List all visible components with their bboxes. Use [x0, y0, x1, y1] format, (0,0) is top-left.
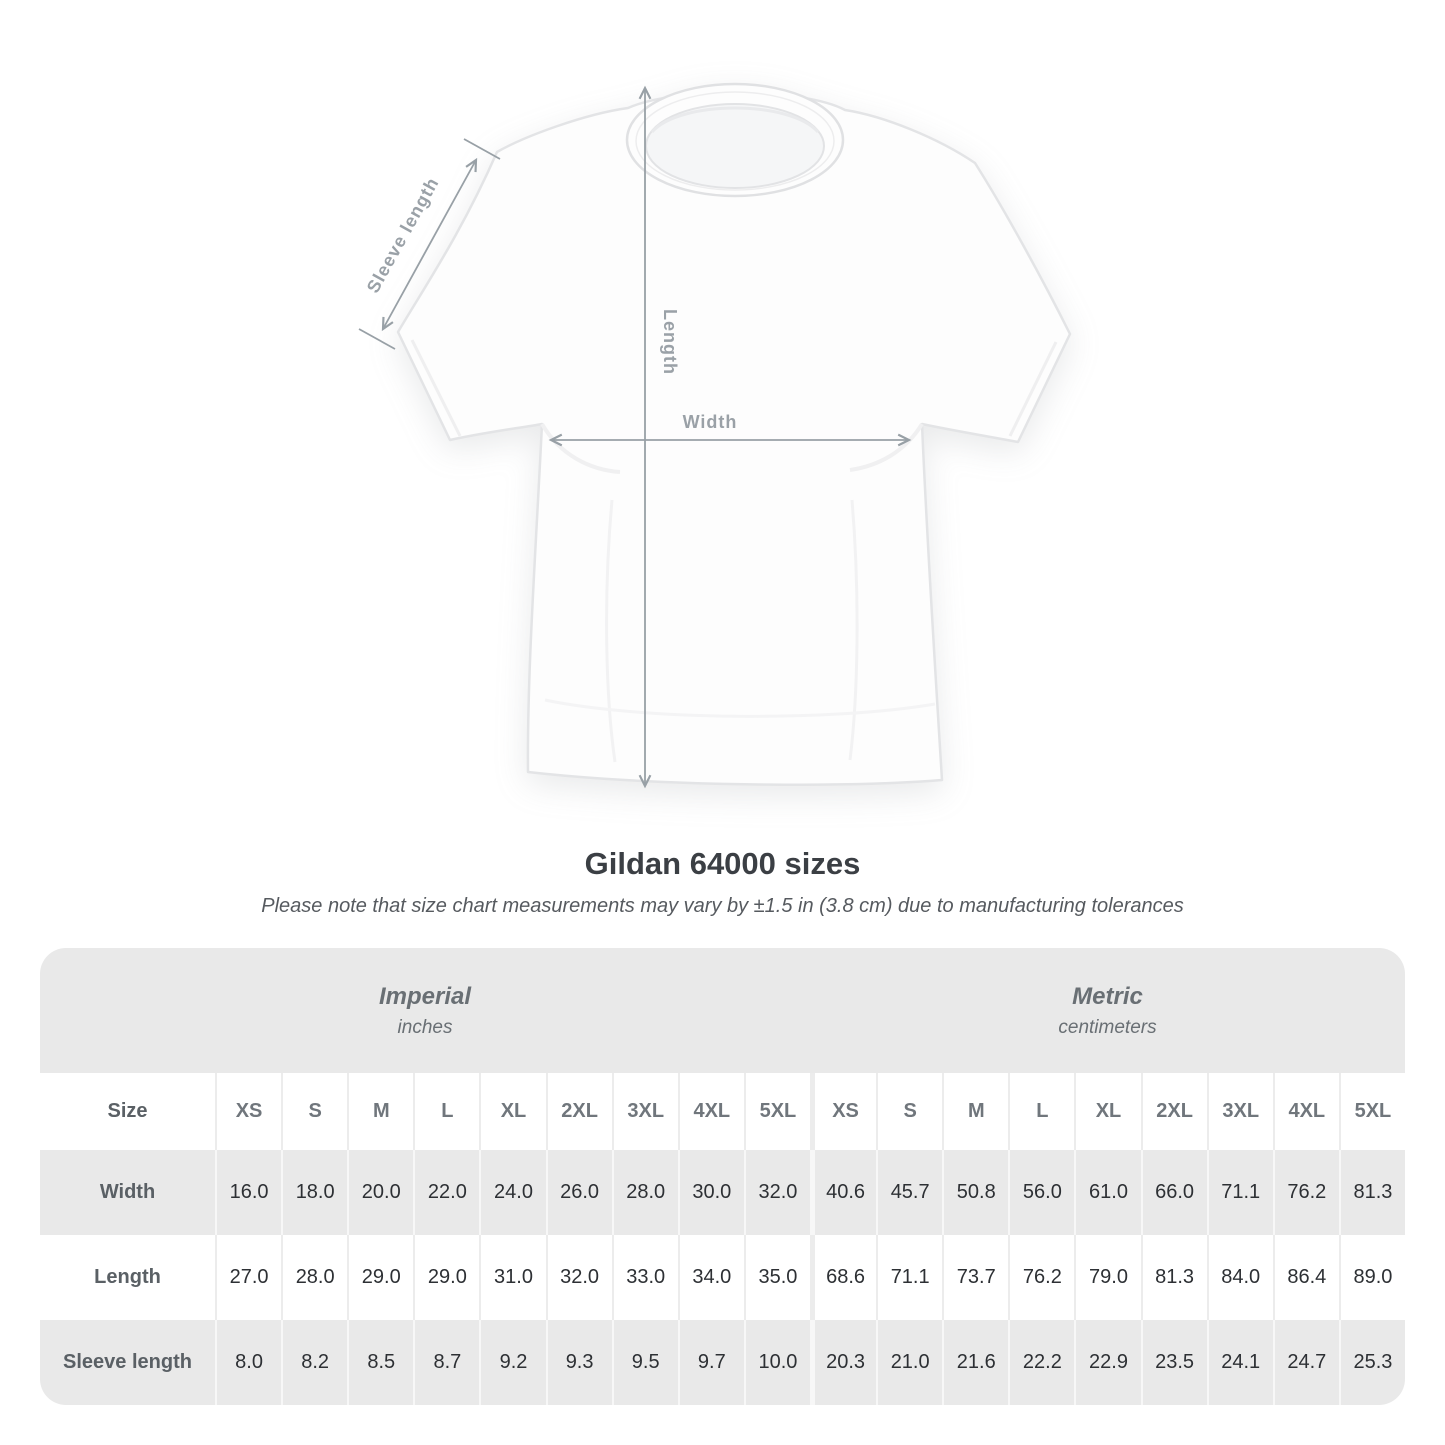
width-value: 22.0 — [413, 1150, 479, 1235]
length-value: 71.1 — [876, 1235, 942, 1320]
sleeve-cap-bottom — [359, 329, 395, 349]
imperial-header — [40, 948, 810, 1073]
width-value: 32.0 — [744, 1150, 810, 1235]
sleeve-value: 8.7 — [413, 1320, 479, 1405]
width-value: 28.0 — [612, 1150, 678, 1235]
width-value: 71.1 — [1207, 1150, 1273, 1235]
metric-name: Metric — [1072, 982, 1143, 1010]
width-value: 45.7 — [876, 1150, 942, 1235]
sleeve-value: 9.5 — [612, 1320, 678, 1405]
sleeve-value: 10.0 — [744, 1320, 810, 1405]
size-col-header: 5XL — [1339, 1073, 1405, 1150]
size-corner-label: Size — [40, 1073, 215, 1150]
size-col-header: 4XL — [1273, 1073, 1339, 1150]
length-value: 31.0 — [479, 1235, 545, 1320]
size-col-header: L — [1008, 1073, 1074, 1150]
length-value: 27.0 — [215, 1235, 281, 1320]
length-value: 79.0 — [1074, 1235, 1140, 1320]
width-value: 76.2 — [1273, 1150, 1339, 1235]
width-label: Width — [682, 412, 738, 432]
size-col-header: XL — [479, 1073, 545, 1150]
size-col-header: 2XL — [1141, 1073, 1207, 1150]
width-value: 81.3 — [1339, 1150, 1405, 1235]
size-col-header: S — [876, 1073, 942, 1150]
width-value: 56.0 — [1008, 1150, 1074, 1235]
length-row-label: Length — [40, 1235, 215, 1320]
width-value: 50.8 — [942, 1150, 1008, 1235]
sleeve-value: 23.5 — [1141, 1320, 1207, 1405]
sleeve-value: 8.0 — [215, 1320, 281, 1405]
width-row-label: Width — [40, 1150, 215, 1235]
sleeve-value: 21.6 — [942, 1320, 1008, 1405]
size-col-header: 4XL — [678, 1073, 744, 1150]
size-col-header: XS — [215, 1073, 281, 1150]
sleeve-cap-top — [464, 139, 500, 159]
sleeve-value: 21.0 — [876, 1320, 942, 1405]
page-title: Gildan 64000 sizes — [584, 846, 861, 881]
length-label: Length — [660, 309, 680, 375]
length-value: 28.0 — [281, 1235, 347, 1320]
sleeve-value: 20.3 — [810, 1320, 876, 1405]
length-value: 34.0 — [678, 1235, 744, 1320]
size-col-header: 5XL — [744, 1073, 810, 1150]
sleeve-value: 9.3 — [546, 1320, 612, 1405]
imperial-unit: inches — [397, 1016, 453, 1038]
tshirt-image — [398, 84, 1070, 785]
size-col-header: M — [347, 1073, 413, 1150]
size-col-header: L — [413, 1073, 479, 1150]
length-value: 89.0 — [1339, 1235, 1405, 1320]
length-value: 86.4 — [1273, 1235, 1339, 1320]
width-value: 40.6 — [810, 1150, 876, 1235]
length-value: 33.0 — [612, 1235, 678, 1320]
width-value: 30.0 — [678, 1150, 744, 1235]
length-value: 76.2 — [1008, 1235, 1074, 1320]
length-value: 29.0 — [413, 1235, 479, 1320]
metric-unit: centimeters — [1058, 1016, 1157, 1038]
width-value: 20.0 — [347, 1150, 413, 1235]
sleeve-row-label: Sleeve length — [40, 1320, 215, 1405]
size-table — [40, 948, 1405, 1405]
sleeve-value: 8.5 — [347, 1320, 413, 1405]
size-col-header: 2XL — [546, 1073, 612, 1150]
sleeve-value: 24.7 — [1273, 1320, 1339, 1405]
width-value: 18.0 — [281, 1150, 347, 1235]
size-col-header: M — [942, 1073, 1008, 1150]
length-value: 35.0 — [744, 1235, 810, 1320]
size-col-header: 3XL — [1207, 1073, 1273, 1150]
width-value: 61.0 — [1074, 1150, 1140, 1235]
size-col-header: 3XL — [612, 1073, 678, 1150]
sleeve-length-label: Sleeve length — [362, 173, 443, 297]
sleeve-value: 22.2 — [1008, 1320, 1074, 1405]
length-value: 32.0 — [546, 1235, 612, 1320]
length-value: 84.0 — [1207, 1235, 1273, 1320]
length-value: 73.7 — [942, 1235, 1008, 1320]
sleeve-value: 9.2 — [479, 1320, 545, 1405]
sleeve-value: 22.9 — [1074, 1320, 1140, 1405]
width-value: 66.0 — [1141, 1150, 1207, 1235]
width-value: 24.0 — [479, 1150, 545, 1235]
size-col-header: XS — [810, 1073, 876, 1150]
sleeve-value: 25.3 — [1339, 1320, 1405, 1405]
length-value: 81.3 — [1141, 1235, 1207, 1320]
size-col-header: XL — [1074, 1073, 1140, 1150]
sleeve-value: 24.1 — [1207, 1320, 1273, 1405]
size-col-header: S — [281, 1073, 347, 1150]
width-value: 16.0 — [215, 1150, 281, 1235]
sleeve-value: 8.2 — [281, 1320, 347, 1405]
tolerance-note: Please note that size chart measurements may vary by ±1.5 in (3.8 cm) due to manufacturing tolerances — [261, 895, 1184, 917]
length-value: 29.0 — [347, 1235, 413, 1320]
width-value: 26.0 — [546, 1150, 612, 1235]
metric-header — [810, 948, 1405, 1073]
length-value: 68.6 — [810, 1235, 876, 1320]
imperial-name: Imperial — [378, 982, 472, 1010]
sleeve-value: 9.7 — [678, 1320, 744, 1405]
